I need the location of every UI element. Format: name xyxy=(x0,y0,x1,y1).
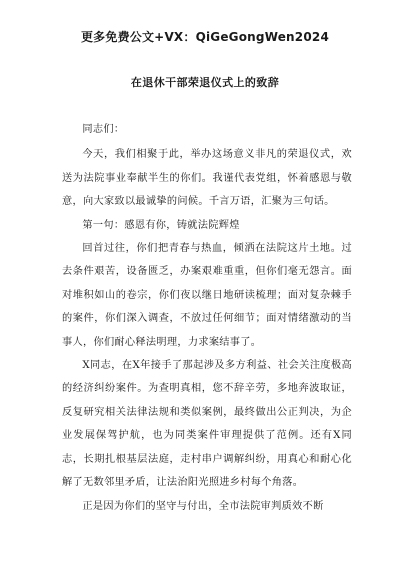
watermark-header: 更多免费公文+VX：QiGeGongWen2024 xyxy=(80,30,329,44)
document-body xyxy=(62,118,352,518)
greeting: 同志们： xyxy=(82,124,125,135)
paragraph-retrospect: 回首过往，你们把青春与热血，倾洒在法院这片土地。过去条件艰苦，设备匮乏，办案艰难重重，但你们毫无怨言。面对堆积如山的卷宗，你们夜以继日地研读梳理；面对复杂棘手的案件，你们深入调查，不放过任何细节；面对情绪激动的当事人，你们耐心释法明理，力求案结事了。 xyxy=(62,243,352,348)
paragraph-examples: X同志，在X年接手了那起涉及多方利益、社会关注度极高的经济纠纷案件。为查明真相，您不辞辛劳，多地奔波取证，反复研究相关法律法规和类似案例，最终做出公正判决，为企业发展保驾护航，也为同类案件审理提供了范例。还有X同志，长期扎根基层法庭，走村串户调解纠纷，用真心和耐心化解了无数邻里矛盾，让法治阳光照进乡村每个角落。 xyxy=(62,360,352,489)
paragraph-conclusion: 正是因为你们的坚守与付出，全市法院审判质效不断 xyxy=(82,500,324,512)
document-title: 在退休干部荣退仪式上的致辞 xyxy=(130,76,280,89)
paragraph-intro: 今天，我们相聚于此，举办这场意义非凡的荣退仪式，欢送为法院事业奉献半生的你们。我谨代表党组，怀着感恩与敬意，向大家致以最诚挚的问候。千言万语，汇聚为三句话。 xyxy=(62,149,352,208)
section-heading-1: 第一句：感恩有你，铸就法院辉煌 xyxy=(82,219,240,231)
